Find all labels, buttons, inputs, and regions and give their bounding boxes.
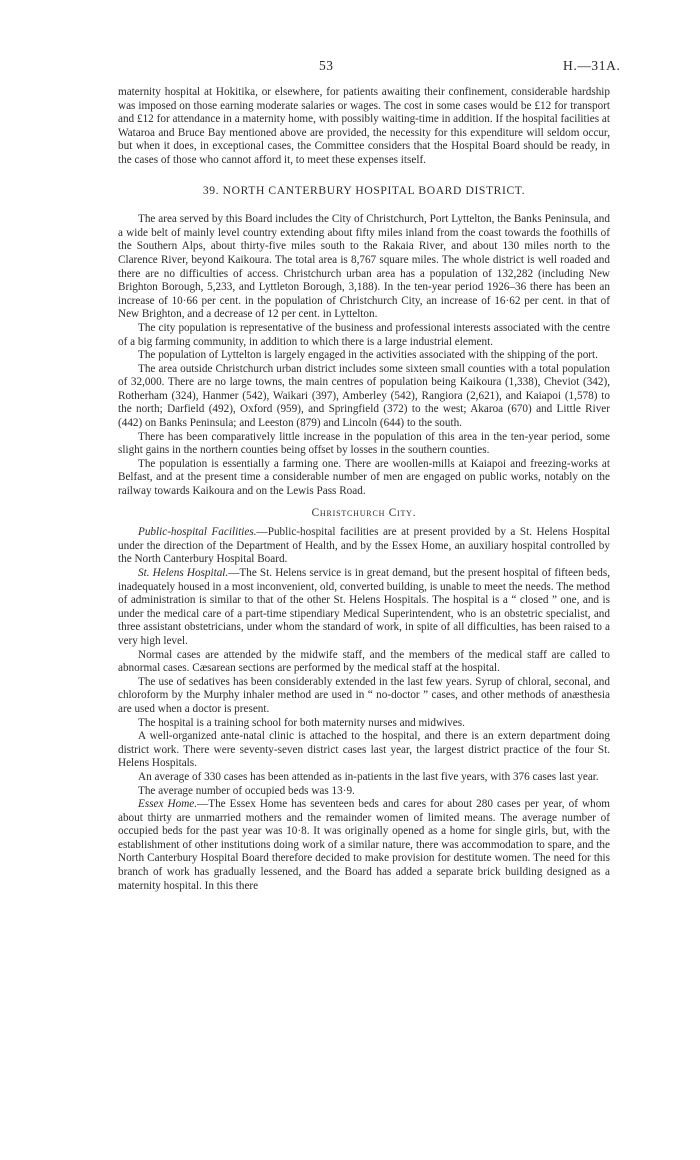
running-header xyxy=(0,58,700,74)
paragraph: An average of 330 cases has been attended as in-patients in the last five years, with 376 cases last year. xyxy=(138,770,599,783)
paragraph xyxy=(118,567,610,649)
document-reference: H.—31A. xyxy=(563,58,621,73)
paragraph-lead: Public-hospital Facilities. xyxy=(138,526,257,539)
paragraph xyxy=(118,798,610,893)
paragraph: Normal cases are attended by the midwife staff, and the members of the medical staff are called to abnormal cases. Cæsarean sections are performed by the medical staff at the hospital. xyxy=(118,648,610,675)
paragraph: The hospital is a training school for both maternity nurses and midwives. xyxy=(138,716,465,729)
body-text xyxy=(118,86,610,893)
paragraph: The population of Lyttelton is largely engaged in the activities associated with the shipping of the port. xyxy=(138,349,598,362)
paragraph: The city population is representative of the business and professional interests associated with the centre of a big farming community, in addition to which there is a large industrial element. xyxy=(118,321,610,348)
paragraph: The average number of occupied beds was 13·9. xyxy=(138,784,355,797)
paragraph-lead: St. Helens Hospital. xyxy=(138,567,229,579)
sub-heading: Christchurch City. xyxy=(311,506,417,519)
paragraph: A well-organized ante-natal clinic is attached to the hospital, and there is an extern department doing district work. There were seventy-seven district cases last year, the largest district practice of the four St. Helens Hospitals. xyxy=(118,730,610,770)
section-heading: 39. NORTH CANTERBURY HOSPITAL BOARD DISTRICT. xyxy=(202,183,526,197)
paragraph-body: —The St. Helens service is in great demand, but the present hospital of fifteen beds, inadequately housed in a most inconvenient, old, converted building, is unable to meet the needs. The method of administration is similar to that of the other St. Helens Hospitals. The hospital is a “ closed ” one, and is under the medical care of a part-time stipendiary Medical Superintendent, who is an obstetric specialist, and three assistant obstetricians, under whom the standard of work, in spite of all difficulties, has been raised to a very high level. xyxy=(118,567,610,647)
paragraph: There has been comparatively little increase in the population of this area in the ten-year period, some slight gains in the northern counties being offset by losses in the southern counties. xyxy=(118,430,610,457)
paragraph xyxy=(118,526,610,567)
paragraph: The population is essentially a farming one. There are woollen-mills at Kaiapoi and freezing-works at Belfast, and at the present time a considerable number of men are engaged on public works, notably on the railway towards Kaikoura and on the Lewis Pass Road. xyxy=(118,457,610,498)
paragraph: The use of sedatives has been considerably extended in the last few years. Syrup of chloral, seconal, and chloroform by the Murphy inhaler method are used in “ no-doctor ” cases, and other methods of anæsthesia are used when a doctor is present. xyxy=(118,675,610,715)
paragraph-body: —The Essex Home has seventeen beds and cares for about 280 cases per year, of whom about thirty are unmarried mothers and the remainder women of limited means. The average number of occupied beds for the past year was 10·8. It was originally opened as a home for single girls, but, with the establishment of other institutions doing work of a similar nature, there was accommodation to spare, and the North Canterbury Hospital Board therefore decided to make provision for destitute women. The need for this branch of work has gradually lessened, and the Board has added a separate brick building designed as a maternity hospital. In this there xyxy=(118,798,610,892)
page-number: 53 xyxy=(319,58,334,73)
paragraph-lead: Essex Home. xyxy=(138,798,198,811)
paragraph-body: —Public-hospital facilities are at present provided by a St. Helens Hospital under the direction of the Department of Health, and by the Essex Home, an auxiliary hospital controlled by the North Canterbury Hospital Board. xyxy=(118,526,610,566)
paragraph: The area served by this Board includes the City of Christchurch, Port Lyttelton, the Banks Peninsula, and a wide belt of mainly level country extending about fifty miles inland from the coast towards the foothills of the Southern Alps, about thirty-five miles south to the Rakaia River, and about 130 miles north to the Clarence River, beyond Kaikoura. The total area is 8,767 square miles. The whole district is well roaded and there are no difficulties of access. Christchurch urban area has a population of 132,282 (including New Brighton Borough, 5,233, and Lyttleton Borough, 3,188). In the ten-year period 1926–36 there has been an increase of 10·66 per cent. in the population of Christchurch City, an increase of 16·62 per cent. in that of New Brighton, and a decrease of 12 per cent. in Lyttelton. xyxy=(118,213,610,321)
paragraph: The area outside Christchurch urban district includes some sixteen small counties with a total population of 32,000. There are no large towns, the main centres of population being Kaikoura (1,338), Cheviot (342), Rotherham (324), Hanmer (542), Waikari (397), Amberley (542), Rangiora (2,621), and Kaiapoi (1,578) to the north; Darfield (492), Oxford (959), and Springfield (372) to the west; Akaroa (670) and Little River (442) on Banks Peninsula; and Leeston (879) and Lincoln (644) to the south. xyxy=(118,362,610,430)
paragraph: maternity hospital at Hokitika, or elsewhere, for patients awaiting their confinement, considerable hardship was imposed on those earning moderate salaries or wages. The cost in some cases would be £12 for transport and £12 for attendance in a maternity home, with possibly waiting-time in addition. If the hospital facilities at Wataroa and Bruce Bay mentioned above are provided, the necessity for this expenditure will seldom occur, but when it does, in exceptional cases, the Committee considers that the Hospital Board should be ready, in the cases of those who cannot afford it, to meet these expenses itself. xyxy=(118,86,610,166)
